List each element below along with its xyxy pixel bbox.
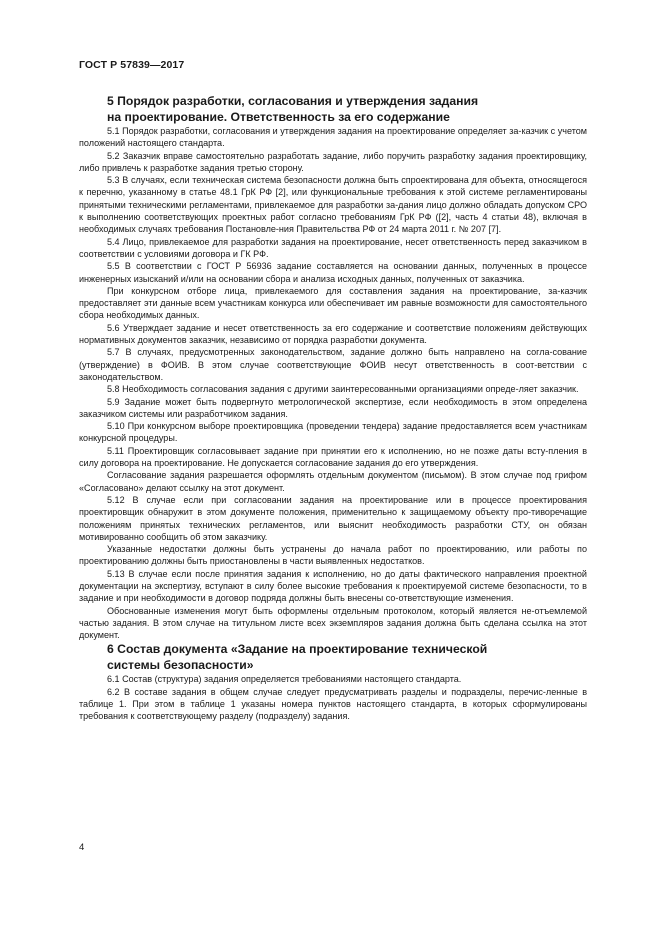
paragraph-5-5-continued: При конкурсном отборе лица, привлекаемого для составления задания на проектирование, за-казчик предоставляет эти данные всем участникам конкурса или обеспечивает им равные возможности для самостоятельного сбора необходимых данных. xyxy=(79,285,587,321)
section-5-heading-line-1: 5 Порядок разработки, согласования и утверждения задания xyxy=(107,94,479,108)
section-6-heading-line-1: 6 Состав документа «Задание на проектирование технической xyxy=(107,642,488,657)
paragraph-5-4: 5.4 Лицо, привлекаемое для разработки задания на проектирование, несет ответственность перед заказчиком в соответствии с условиями договора и ГК РФ. xyxy=(79,236,587,259)
paragraph-5-11: 5.11 Проектировщик согласовывает задание при принятии его к исполнению, но не позже даты всту-пления в силу договора на проектирование. Не допускается согласование задания до его утверждения. xyxy=(79,445,587,469)
page-content xyxy=(79,93,587,723)
section-5-heading xyxy=(79,93,587,125)
paragraph-5-3: 5.3 В случаях, если техническая система безопасности должна быть спроектирована для объекта, относящегося к перечню, указанному в статье 48.1 ГрК РФ [2], или функциональные требования к этой системе регламентированы принятыми техническими регламентами, привлекаемое для разработки за-дания лицо должно обладать допуском СРО к выполнению соответствующих проектных работ согласно требованиям ГрК РФ ([2], часть 4 статьи 48), включая в необходимых случаях требования Постановле-ния Правительства РФ от 24 марта 2011 г. № 207 [7]. xyxy=(79,175,587,235)
paragraph-5-13: 5.13 В случае если после принятия задания к исполнению, но до даты фактического направления проектной документации на экспертизу, вступают в силу более высокие требования к проектируемой системе безопасности, то в задание и при необходимости в договор подряда должны быть внесены со-ответствующие изменения. xyxy=(79,568,587,604)
paragraph-5-2: 5.2 Заказчик вправе самостоятельно разработать задание, либо поручить разработку задания проектировщику, либо привлечь к разработке задания третью сторону. xyxy=(79,150,587,173)
section-6-heading xyxy=(79,641,587,673)
paragraph-5-6: 5.6 Утверждает задание и несет ответственность за его содержание и соответствие положениям действующих нормативных документов заказчик, независимо от порядка разработки документа. xyxy=(79,322,587,346)
section-6-heading-line-2: системы безопасности» xyxy=(107,658,254,673)
paragraph-6-2: 6.2 В составе задания в общем случае следует предусматривать разделы и подразделы, перечис-ленные в таблице 1. При этом в таблице 1 указаны номера пунктов настоящего стандарта, в которых сформулированы требования к соответствующему разделу (подразделу) задания. xyxy=(79,686,587,722)
paragraph-6-1: 6.1 Состав (структура) задания определяется требованиями настоящего стандарта. xyxy=(107,674,462,685)
paragraph-5-1: 5.1 Порядок разработки, согласования и утверждения задания на проектирование определяет за-казчик с учетом положений настоящего стандарта. xyxy=(79,126,587,149)
paragraph-5-13-continued: Обоснованные изменения могут быть оформлены отдельным протоколом, который является не-отъемлемой частью задания. В этом случае на титульном листе всех экземпляров задания должна быть сделана ссылка на этот документ. xyxy=(79,605,587,641)
paragraph-5-9: 5.9 Задание может быть подвергнуто метрологической экспертизе, если необходимость в этом определена заказчиком системы или разработчиком задания. xyxy=(79,396,587,419)
section-5-body xyxy=(79,125,587,641)
paragraph-5-11-continued: Согласование задания разрешается оформлять отдельным документом (письмом). В этом случае под грифом «Согласовано» делают ссылку на этот документ. xyxy=(79,470,587,493)
section-6-body xyxy=(79,673,587,722)
paragraph-5-12: 5.12 В случае если при согласовании задания на проектирование или в процессе проектирования проектировщик обнаружит в этом документе положения, применительно к защищаемому объекту про-тиворечащие положениям принятых технических регламентов, или выяснит необходимость разработки СТУ, он обязан мотивированно сообщить об этом заказчику. xyxy=(79,494,587,542)
paragraph-5-5: 5.5 В соответствии с ГОСТ Р 56936 задание составляется на основании данных, полученных в процессе инженерных изысканий и/или на основании сбора и анализа исходных данных, полученных от заказчика. xyxy=(79,261,587,284)
paragraph-5-10: 5.10 При конкурсном выборе проектировщика (проведении тендера) задание предоставляется всем участникам конкурсной процедуры. xyxy=(79,421,587,444)
paragraph-5-12-continued: Указанные недостатки должны быть устранены до начала работ по проектированию, или работы по проектированию должны быть приостановлены в части выявленных недостатков. xyxy=(79,544,587,567)
paragraph-5-7: 5.7 В случаях, предусмотренных законодательством, задание должно быть направлено на согла-сование (утверждение) в ФОИВ. В этом случае соответствующие ФОИВ несут ответственность в соот-ветствии с законодательством. xyxy=(79,347,587,382)
section-5-heading-line-2: на проектирование. Ответственность за его содержание xyxy=(107,110,450,124)
paragraph-5-8: 5.8 Необходимость согласования задания с другими заинтересованными организациями опреде-ляет заказчик. xyxy=(107,384,579,395)
standard-header: ГОСТ Р 57839—2017 xyxy=(79,59,185,71)
page-number: 4 xyxy=(79,842,85,853)
